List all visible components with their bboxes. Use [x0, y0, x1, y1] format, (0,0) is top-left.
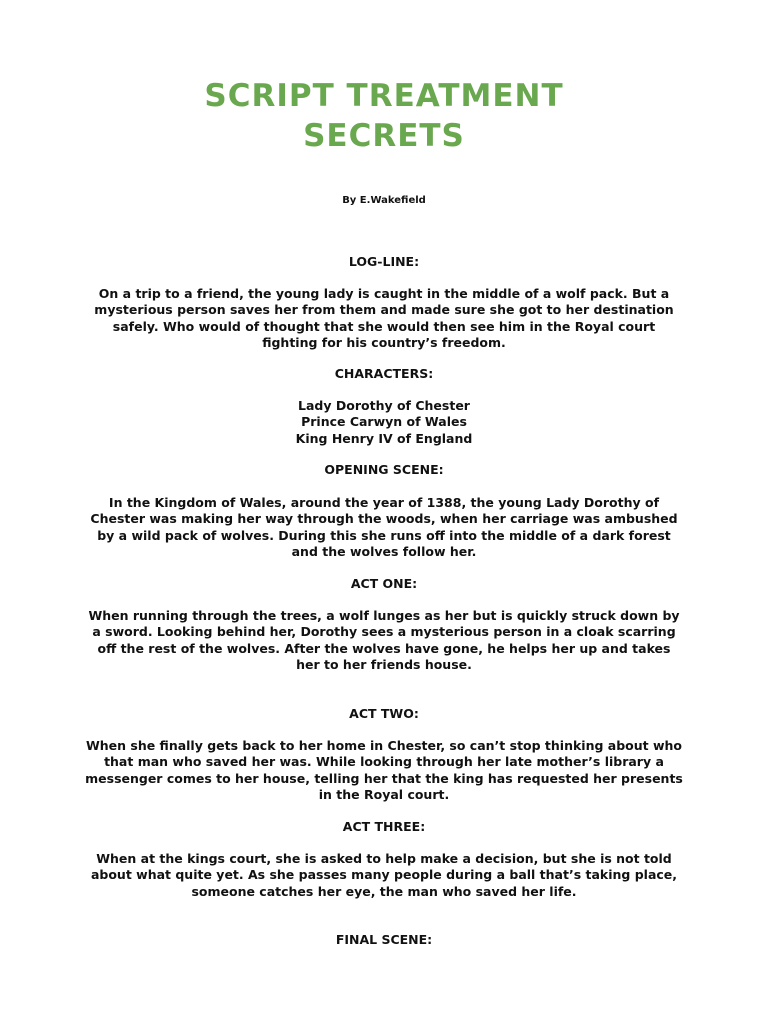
- character-item: Lady Dorothy of Chester: [298, 398, 470, 413]
- act-two-text: When she finally gets back to her home in Chester, so can’t stop thinking about who that man who saved her was. While looking through her late mother’s library a messenger comes to her house, telling her that the king has requested her presents in the Royal court.: [85, 738, 683, 802]
- title-line-1: SCRIPT TREATMENT: [204, 78, 564, 114]
- characters-list: [0, 398, 768, 447]
- final-scene-heading: FINAL SCENE:: [335, 932, 433, 947]
- opening-scene-text: In the Kingdom of Wales, around the year of 1388, the young Lady Dorothy of Chester was making her way through the woods, when her carriage was ambushed by a wild pack of wolves. During this she runs off into the middle of a dark forest and the wolves follow her.: [90, 495, 678, 559]
- act-one-text: When running through the trees, a wolf lunges as her but is quickly struck down by a sword. Looking behind her, Dorothy sees a mysterious person in a cloak scarring off the rest of the wolves. After the wolves have gone, he helps her up and takes her to her friends house.: [88, 608, 680, 672]
- character-item: King Henry IV of England: [295, 430, 473, 446]
- document-title: [0, 76, 768, 156]
- characters-heading: CHARACTERS:: [334, 366, 434, 381]
- act-two-heading: ACT TWO:: [349, 706, 419, 721]
- logline-text: On a trip to a friend, the young lady is caught in the middle of a wolf pack. But a mysterious person saves her from them and made sure she got to her destination safely. Who would of thought that she would then see him in the Royal court fighting for his country’s freedom.: [94, 286, 674, 350]
- logline-heading: LOG-LINE:: [348, 254, 420, 269]
- opening-scene-heading: OPENING SCENE:: [324, 462, 444, 477]
- character-item: Prince Carwyn of Wales: [301, 414, 467, 430]
- act-three-text: When at the kings court, she is asked to help make a decision, but she is not told about what quite yet. As she passes many people during a ball that’s taking place, someone catches her eye, the man who saved her life.: [90, 851, 678, 899]
- title-line-2: SECRETS: [303, 118, 465, 154]
- act-one-heading: ACT ONE:: [350, 576, 418, 591]
- act-three-heading: ACT THREE:: [342, 819, 426, 834]
- author-byline: By E.Wakefield: [342, 195, 426, 206]
